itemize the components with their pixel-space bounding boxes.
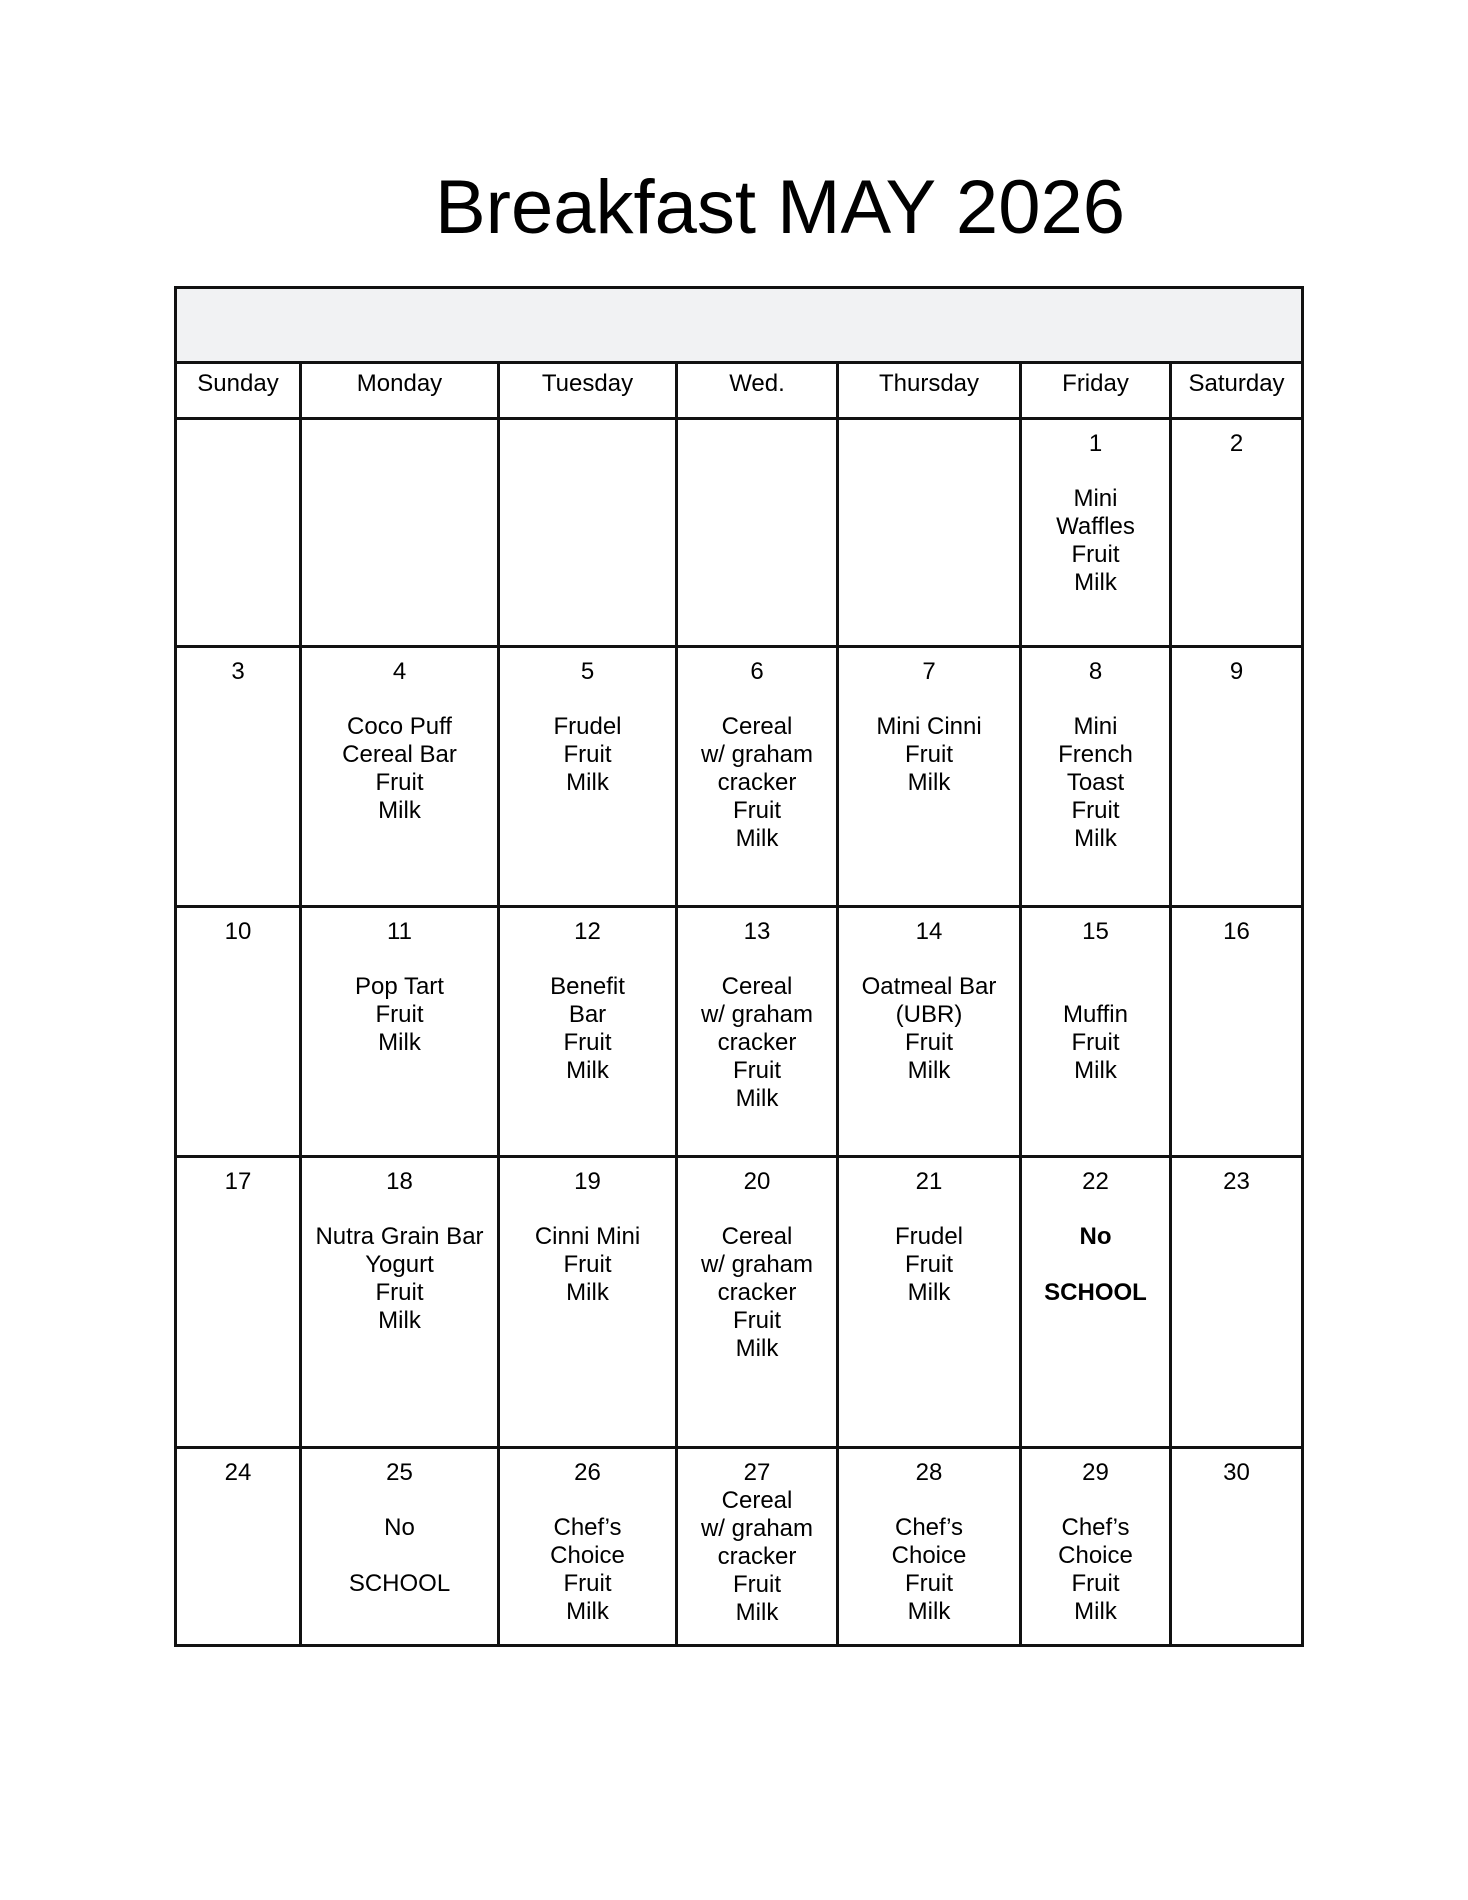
menu-item: Choice — [550, 1542, 625, 1569]
day-cell-25 — [301, 1448, 499, 1646]
menu-item: Milk — [907, 1279, 951, 1306]
day-number: 27 — [743, 1459, 771, 1486]
menu-items — [500, 1514, 675, 1626]
menu-items — [839, 1223, 1019, 1307]
menu-item: Milk — [1074, 569, 1117, 596]
menu-item: Milk — [566, 1598, 609, 1625]
menu-item: Milk — [735, 1599, 779, 1626]
day-number: 22 — [1082, 1168, 1109, 1195]
day-cell-10 — [176, 907, 301, 1157]
menu-item: cracker — [717, 1029, 797, 1056]
day-number: 16 — [1223, 918, 1250, 945]
menu-items — [1022, 713, 1169, 853]
menu-items — [839, 1514, 1019, 1626]
menu-item: Chef’s — [894, 1514, 964, 1541]
menu-item: Chef’s — [1061, 1514, 1130, 1541]
weekday-header-row — [176, 363, 1303, 419]
spacer — [302, 1542, 497, 1570]
menu-items — [302, 1223, 497, 1335]
day-cell-29 — [1021, 1448, 1171, 1646]
weekday-saturday: Saturday — [1171, 363, 1303, 419]
menu-item: w/ graham — [700, 741, 814, 768]
day-number: 28 — [915, 1459, 943, 1486]
menu-items — [678, 1487, 836, 1627]
menu-item: Cinni Mini — [534, 1223, 641, 1250]
menu-item: Milk — [566, 1279, 609, 1306]
menu-item: Fruit — [733, 1571, 781, 1598]
menu-item: Fruit — [1071, 797, 1120, 824]
weekday-thursday: Thursday — [838, 363, 1021, 419]
menu-item: Yogurt — [365, 1251, 434, 1278]
menu-item: w/ graham — [700, 1001, 814, 1028]
day-cell-11 — [301, 907, 499, 1157]
menu-item: Milk — [1074, 825, 1117, 852]
menu-item: (UBR) — [895, 1001, 963, 1028]
week-row-4 — [176, 1157, 1303, 1448]
day-number: 14 — [915, 918, 943, 945]
menu-item: Fruit — [563, 1251, 612, 1278]
menu-item: Fruit — [375, 1279, 424, 1306]
menu-item: SCHOOL — [348, 1570, 451, 1597]
menu-item: Fruit — [733, 797, 781, 824]
day-cell-empty — [176, 419, 301, 647]
menu-item: No — [384, 1514, 415, 1541]
day-number: 13 — [743, 918, 771, 945]
menu-item: Cereal Bar — [342, 741, 457, 768]
day-cell-4 — [301, 647, 499, 907]
day-cell-2 — [1171, 419, 1303, 647]
day-number: 21 — [915, 1168, 943, 1195]
menu-item: Fruit — [1071, 1570, 1120, 1597]
calendar-header-band — [176, 288, 1303, 363]
menu-item: cracker — [717, 769, 797, 796]
menu-item: Milk — [735, 825, 779, 852]
menu-item: Fruit — [375, 1001, 424, 1028]
calendar-table — [174, 286, 1304, 1647]
no-school-notice — [302, 1514, 497, 1598]
menu-item: Choice — [891, 1542, 967, 1569]
day-cell-23 — [1171, 1157, 1303, 1448]
menu-items — [1022, 1514, 1169, 1626]
menu-items — [1022, 1001, 1169, 1085]
menu-item: Coco Puff — [347, 713, 452, 740]
menu-items — [302, 713, 497, 825]
day-cell-empty — [301, 419, 499, 647]
menu-item: Fruit — [905, 1570, 953, 1597]
menu-item: Fruit — [563, 741, 612, 768]
day-cell-27 — [677, 1448, 838, 1646]
menu-items — [500, 973, 675, 1085]
day-cell-15 — [1021, 907, 1171, 1157]
menu-item: Waffles — [1056, 513, 1135, 540]
day-cell-21 — [838, 1157, 1021, 1448]
day-cell-1 — [1021, 419, 1171, 647]
week-row-5 — [176, 1448, 1303, 1646]
menu-item: Benefit — [550, 973, 625, 1000]
menu-item: Fruit — [1071, 1029, 1120, 1056]
menu-item: Toast — [1066, 769, 1125, 796]
menu-item: Chef’s — [553, 1514, 622, 1541]
day-number: 10 — [224, 918, 252, 945]
day-cell-13 — [677, 907, 838, 1157]
menu-item: Cereal — [721, 973, 793, 1000]
day-cell-17 — [176, 1157, 301, 1448]
day-number: 11 — [387, 918, 412, 945]
menu-item: w/ graham — [700, 1251, 814, 1278]
day-cell-24 — [176, 1448, 301, 1646]
day-number: 25 — [386, 1459, 413, 1486]
menu-items — [302, 973, 497, 1057]
menu-items — [839, 973, 1019, 1085]
day-number: 2 — [1229, 430, 1244, 457]
day-number: 9 — [1229, 658, 1244, 685]
menu-item: Oatmeal Bar — [861, 973, 997, 1000]
day-number: 8 — [1088, 658, 1103, 685]
menu-item: Mini — [1073, 485, 1118, 512]
weekday-tuesday: Tuesday — [499, 363, 677, 419]
menu-item: French — [1058, 741, 1133, 768]
menu-item: Pop Tart — [355, 973, 444, 1000]
menu-item: Milk — [907, 1598, 951, 1625]
menu-item: Milk — [378, 1307, 421, 1334]
day-number: 5 — [580, 658, 595, 685]
day-cell-5 — [499, 647, 677, 907]
menu-items — [1022, 485, 1169, 597]
menu-items — [678, 713, 836, 853]
day-number: 3 — [231, 658, 245, 685]
day-cell-18 — [301, 1157, 499, 1448]
day-number: 4 — [392, 658, 407, 685]
day-number: 18 — [386, 1168, 413, 1195]
day-cell-22 — [1021, 1157, 1171, 1448]
week-row-1 — [176, 419, 1303, 647]
day-cell-14 — [838, 907, 1021, 1157]
day-number: 6 — [750, 658, 764, 685]
day-number: 7 — [922, 658, 936, 685]
day-cell-28 — [838, 1448, 1021, 1646]
menu-item: Fruit — [905, 1029, 953, 1056]
menu-item: Cereal — [721, 1487, 793, 1514]
day-cell-26 — [499, 1448, 677, 1646]
menu-item: Nutra Grain Bar — [315, 1223, 484, 1250]
day-cell-12 — [499, 907, 677, 1157]
menu-item: Milk — [566, 1057, 609, 1084]
day-cell-3 — [176, 647, 301, 907]
day-number: 12 — [574, 918, 601, 945]
day-number: 23 — [1223, 1168, 1250, 1195]
menu-item: Milk — [735, 1335, 779, 1362]
menu-item: Frudel — [894, 1223, 964, 1250]
menu-item: Frudel — [553, 713, 622, 740]
menu-item: Choice — [1058, 1542, 1133, 1569]
menu-item: Milk — [378, 797, 421, 824]
menu-item: Fruit — [563, 1570, 612, 1597]
day-cell-empty — [677, 419, 838, 647]
day-cell-empty — [838, 419, 1021, 647]
weekday-wednesday: Wed. — [677, 363, 838, 419]
menu-items — [500, 1223, 675, 1307]
week-row-2 — [176, 647, 1303, 907]
menu-item: Cereal — [721, 1223, 793, 1250]
menu-item: cracker — [717, 1543, 797, 1570]
day-cell-20 — [677, 1157, 838, 1448]
menu-item: Fruit — [375, 769, 424, 796]
week-row-3 — [176, 907, 1303, 1157]
menu-item: No — [1079, 1223, 1112, 1250]
day-number: 24 — [224, 1459, 252, 1486]
day-number: 30 — [1223, 1459, 1250, 1486]
menu-items — [839, 713, 1019, 797]
day-cell-9 — [1171, 647, 1303, 907]
day-cell-19 — [499, 1157, 677, 1448]
day-number: 26 — [574, 1459, 601, 1486]
menu-item: Cereal — [721, 713, 793, 740]
menu-item: Milk — [1074, 1057, 1117, 1084]
page-title: Breakfast MAY 2026 — [434, 165, 1125, 250]
menu-item: Fruit — [905, 741, 953, 768]
menu-item: Milk — [907, 1057, 951, 1084]
menu-items — [678, 1223, 836, 1363]
menu-item: Milk — [735, 1085, 779, 1112]
weekday-friday: Friday — [1021, 363, 1171, 419]
menu-item: w/ graham — [700, 1515, 814, 1542]
day-cell-6 — [677, 647, 838, 907]
menu-item: Milk — [1074, 1598, 1117, 1625]
day-cell-empty — [499, 419, 677, 647]
day-number: 17 — [224, 1168, 252, 1195]
spacer — [1022, 1251, 1169, 1279]
menu-items — [678, 973, 836, 1113]
menu-item: Fruit — [733, 1057, 781, 1084]
day-number: 1 — [1088, 430, 1103, 457]
menu-item: Mini — [1073, 713, 1118, 740]
menu-item: Fruit — [563, 1029, 612, 1056]
day-cell-7 — [838, 647, 1021, 907]
weekday-sunday: Sunday — [176, 363, 301, 419]
menu-item: Muffin — [1063, 1001, 1128, 1028]
menu-item: Fruit — [733, 1307, 781, 1334]
day-cell-16 — [1171, 907, 1303, 1157]
menu-item: Fruit — [905, 1251, 953, 1278]
no-school-notice — [1022, 1223, 1169, 1307]
menu-item: cracker — [717, 1279, 797, 1306]
menu-item: Mini Cinni — [876, 713, 982, 740]
day-number: 15 — [1082, 918, 1109, 945]
day-number: 20 — [743, 1168, 771, 1195]
menu-item: Milk — [907, 769, 951, 796]
menu-item: SCHOOL — [1044, 1279, 1147, 1306]
day-number: 29 — [1082, 1459, 1109, 1486]
menu-item: Fruit — [1071, 541, 1120, 568]
day-cell-30 — [1171, 1448, 1303, 1646]
menu-item: Milk — [566, 769, 609, 796]
menu-item: Bar — [568, 1001, 607, 1028]
menu-item: Milk — [378, 1029, 421, 1056]
weekday-monday: Monday — [301, 363, 499, 419]
day-number: 19 — [574, 1168, 601, 1195]
menu-items — [500, 713, 675, 797]
day-cell-8 — [1021, 647, 1171, 907]
